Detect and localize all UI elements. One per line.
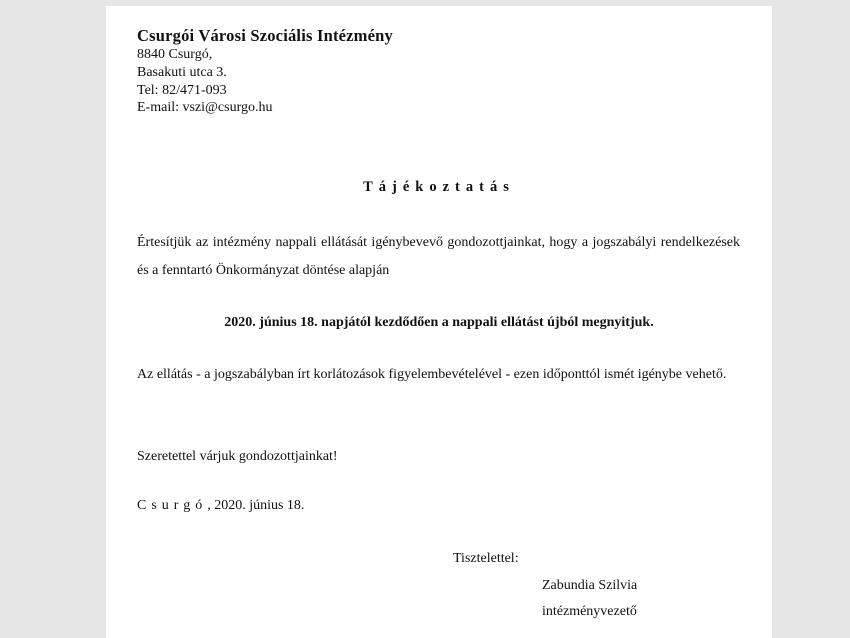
address-street: Basakuti utca 3. (137, 65, 227, 80)
signer-title: intézményvezető (542, 604, 637, 619)
closing-sentence: Szeretettel várjuk gondozottjainkat! (137, 449, 338, 464)
place-and-date (137, 497, 304, 515)
reopening-announcement: 2020. június 18. napjától kezdődően a nappali ellátást újból megnyitjuk. (224, 315, 654, 330)
place-name: Csurgó (137, 498, 208, 513)
date-text: , 2020. június 18. (207, 498, 305, 513)
document-page (106, 6, 772, 638)
notice-paragraph: Értesítjük az intézmény nappali ellátását igénybevevő gondozottjainkat, hogy a jogszabályi rendelkezések és a fenntartó Önkormányzat döntése alapján (137, 235, 740, 278)
address-city: 8840 Csurgó, (137, 47, 213, 62)
conditions-paragraph: Az ellátás - a jogszabályban írt korlátozások figyelembevételével - ezen időponttól ismét igénybe vehető. (137, 367, 727, 382)
document-title: Tájékoztatás (363, 179, 515, 195)
email-address: E-mail: vszi@csurgo.hu (137, 100, 273, 115)
phone-number: Tel: 82/471-093 (137, 83, 227, 98)
signer-name: Zabundia Szilvia (542, 578, 638, 593)
institution-name: Csurgói Városi Szociális Intézmény (137, 26, 393, 45)
regards-text: Tisztelettel: (453, 551, 519, 566)
